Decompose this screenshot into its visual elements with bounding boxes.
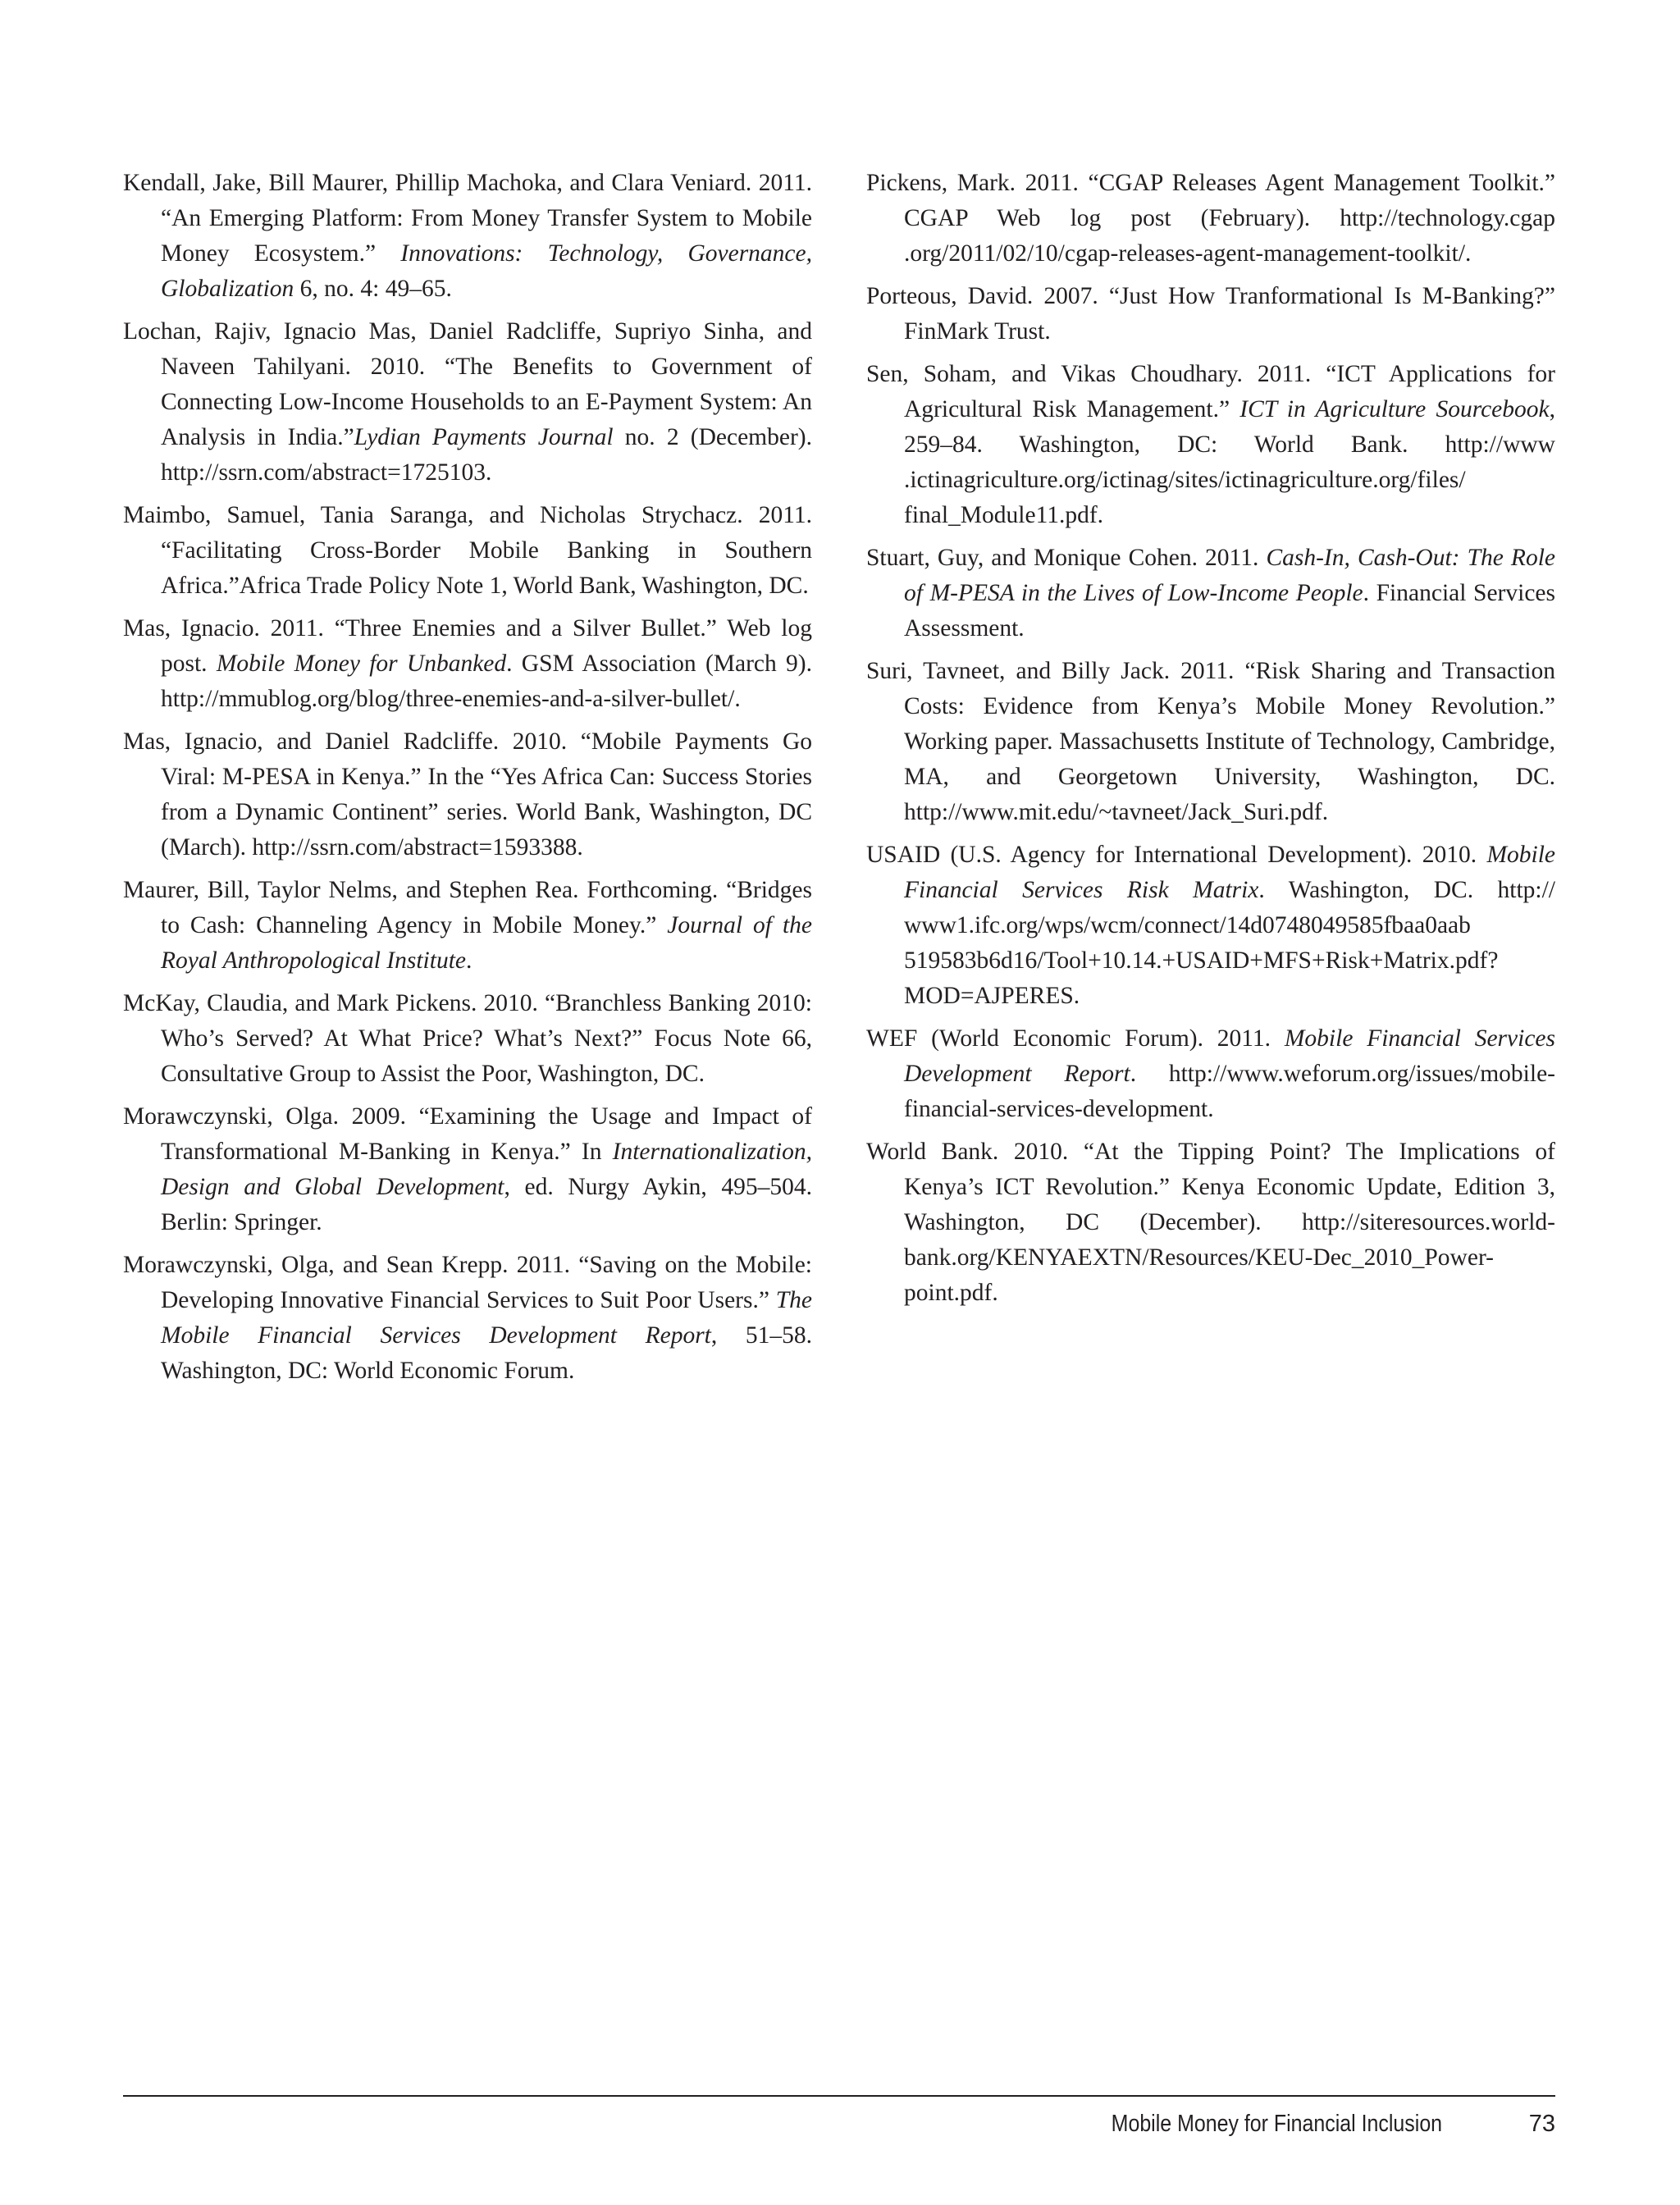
- reference-text: . Financial Services Assessment.: [904, 580, 1555, 641]
- reference-text: Sen, Soham, and Vikas Choudhary. 2011. “ICT Applications for Agricultural Risk Management.”: [866, 361, 1555, 422]
- references-column-left: [123, 166, 812, 1396]
- references-column-right: [866, 166, 1555, 1318]
- reference-title-italic: Innovations: Technology, Governance, Globalization: [161, 240, 812, 302]
- reference-entry: [866, 357, 1555, 533]
- reference-text: Morawczynski, Olga. 2009. “Examining the Usage and Impact of Transformational M-Banking in Kenya.” In: [123, 1103, 812, 1165]
- reference-text: Maurer, Bill, Taylor Nelms, and Stephen Rea. Forthcoming. “Bridges to Cash: Channeling Agency in Mobile Money.”: [123, 877, 812, 938]
- reference-title-italic: Mobile Money for Unbanked: [216, 651, 507, 677]
- reference-text: USAID (U.S. Agency for International Development). 2010.: [866, 842, 1487, 868]
- reference-text: Lochan, Rajiv, Ignacio Mas, Daniel Radcliffe, Supriyo Sinha, and Naveen Tahilyani. 2010. “The Benefits to Government of Connecting Low-Income Households to an E-Payment System: An Analysis in India.”: [123, 318, 812, 450]
- reference-text: 6, no. 4: 49–65.: [294, 276, 452, 302]
- reference-title-italic: Lydian Payments Journal: [354, 424, 614, 450]
- reference-title-italic: Mobile Financial Services Development Report: [904, 1025, 1555, 1087]
- reference-text: World Bank. 2010. “At the Tipping Point? The Implications of Kenya’s ICT Revolution.” Kenya Economic Update, Edition 3, Washington, DC (December). http://siteresources.world-bank.org/KENYAEXTN/Resources/KEU-Dec_2010_Power-point.pdf.: [866, 1139, 1555, 1306]
- footer-rule: [123, 2095, 1555, 2097]
- reference-text: Kendall, Jake, Bill Maurer, Phillip Machoka, and Clara Veniard. 2011. “An Emerging Platform: From Money Transfer System to Mobile Money Ecosystem.”: [123, 170, 812, 267]
- reference-entry: [123, 1248, 812, 1389]
- reference-entry: [866, 654, 1555, 830]
- reference-text: , ed. Nurgy Aykin, 495–504. Berlin: Springer.: [161, 1174, 812, 1235]
- page-number: 73: [1528, 2111, 1555, 2137]
- reference-entry: [123, 498, 812, 604]
- reference-text: . http://www.weforum.org/issues/mobile-financial-services-development.: [904, 1061, 1555, 1122]
- reference-entry: [123, 611, 812, 717]
- reference-text: . Washington, DC. http:// www1.ifc.org/wps/wcm/connect/14d0748049585fbaa0aab 519583b6d16/Tool+10.14.+USAID+MFS+Risk+Matrix.pdf? MOD=AJPERES.: [904, 877, 1555, 1009]
- reference-title-italic: Mobile Financial Services Risk Matrix: [904, 842, 1555, 903]
- reference-text: Stuart, Guy, and Monique Cohen. 2011.: [866, 545, 1267, 571]
- reference-text: , 259–84. Washington, DC: World Bank. http://www .ictinagriculture.org/ictinag/sites/ictinagriculture.org/files/ final_Module11.pdf.: [904, 396, 1555, 528]
- reference-entry: [866, 1134, 1555, 1311]
- reference-title-italic: The Mobile Financial Services Development Report: [161, 1287, 812, 1349]
- reference-text: Morawczynski, Olga, and Sean Krepp. 2011. “Saving on the Mobile: Developing Innovative Financial Services to Suit Poor Users.”: [123, 1252, 812, 1313]
- reference-entry: [123, 166, 812, 307]
- reference-entry: [866, 838, 1555, 1014]
- reference-text: . GSM Association (March 9). http://mmublog.org/blog/three-enemies-and-a-silver-bullet/.: [161, 651, 812, 712]
- reference-title-italic: Journal of the Royal Anthropological Institute: [161, 912, 812, 974]
- reference-text: Mas, Ignacio. 2011. “Three Enemies and a Silver Bullet.” Web log post.: [123, 615, 812, 677]
- reference-text: Suri, Tavneet, and Billy Jack. 2011. “Risk Sharing and Transaction Costs: Evidence from Kenya’s Mobile Money Revolution.” Working paper. Massachusetts Institute of Technology, Cambridge, MA, and Georgetown University, Washington, DC. http://www.mit.edu/~tavneet/Jack_Suri.pdf.: [866, 658, 1555, 825]
- reference-title-italic: Internationalization, Design and Global Development: [161, 1139, 812, 1200]
- reference-text: Mas, Ignacio, and Daniel Radcliffe. 2010. “Mobile Payments Go Viral: M-PESA in Kenya.” In the “Yes Africa Can: Success Stories from a Dynamic Continent” series. World Bank, Washington, DC (March). http://ssrn.com/abstract=1593388.: [123, 728, 812, 861]
- reference-text: , 51–58. Washington, DC: World Economic Forum.: [161, 1322, 812, 1384]
- reference-entry: [123, 986, 812, 1092]
- reference-text: no. 2 (December). http://ssrn.com/abstract=1725103.: [161, 424, 812, 486]
- reference-entry: [123, 724, 812, 865]
- reference-text: McKay, Claudia, and Mark Pickens. 2010. “Branchless Banking 2010: Who’s Served? At What Price? What’s Next?” Focus Note 66, Consultative Group to Assist the Poor, Washington, DC.: [123, 990, 812, 1087]
- reference-entry: [123, 873, 812, 979]
- reference-entry: [123, 1099, 812, 1240]
- reference-entry: [866, 1021, 1555, 1127]
- reference-title-italic: Cash-In, Cash-Out: The Role of M-PESA in the Lives of Low-Income People: [904, 545, 1555, 606]
- reference-text: Pickens, Mark. 2011. “CGAP Releases Agent Management Toolkit.” CGAP Web log post (February). http://technology.cgap .org/2011/02/10/cgap-releases-agent-management-toolkit/.: [866, 170, 1555, 267]
- reference-entry: [866, 279, 1555, 349]
- reference-entry: [866, 166, 1555, 272]
- reference-text: .: [466, 947, 472, 974]
- reference-title-italic: ICT in Agriculture Sourcebook: [1239, 396, 1550, 422]
- reference-text: Maimbo, Samuel, Tania Saranga, and Nicholas Strychacz. 2011. “Facilitating Cross-Border Mobile Banking in Southern Africa.”Africa Trade Policy Note 1, World Bank, Washington, DC.: [123, 502, 812, 599]
- footer-title: Mobile Money for Financial Inclusion: [1111, 2111, 1442, 2137]
- reference-text: Porteous, David. 2007. “Just How Tranformational Is M-Banking?” FinMark Trust.: [866, 283, 1555, 345]
- reference-entry: [123, 314, 812, 491]
- reference-entry: [866, 541, 1555, 646]
- reference-text: WEF (World Economic Forum). 2011.: [866, 1025, 1285, 1052]
